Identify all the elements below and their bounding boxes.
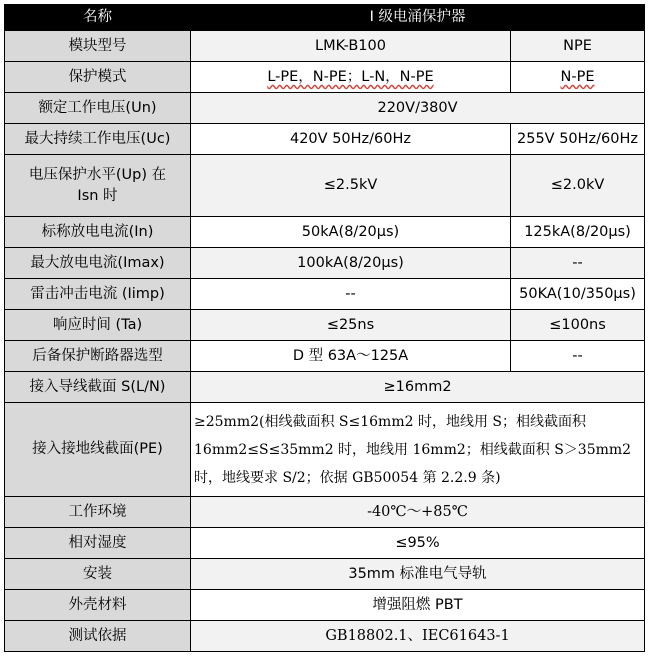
value-col2: 255V 50Hz/60Hz (511, 124, 645, 155)
row-model (5, 31, 645, 62)
row-label: 雷击冲击电流 (Iimp) (5, 279, 191, 310)
row-un (5, 93, 645, 124)
value-col1: -- (191, 279, 511, 310)
row-humidity (5, 528, 645, 559)
value-col1: L-PE，N-PE；L-N，N-PE (191, 62, 511, 93)
row-label: 工作环境 (5, 497, 191, 528)
value-col2: NPE (511, 31, 645, 62)
value-col2: ≤2.0kV (511, 155, 645, 217)
header-row (5, 5, 645, 31)
value-col2: ≤100ns (511, 310, 645, 341)
value-col1: D 型 63A～125A (191, 341, 511, 372)
value-merged: 220V/380V (191, 93, 645, 124)
spec-table (4, 4, 645, 652)
value-merged: ≥16mm2 (191, 372, 645, 403)
name-label: 名称 (5, 5, 191, 31)
row-imax (5, 248, 645, 279)
row-housing (5, 590, 645, 621)
row-install (5, 559, 645, 590)
row-s-pe (5, 403, 645, 497)
row-label: 额定工作电压(Un) (5, 93, 191, 124)
row-label: 测试依据 (5, 621, 191, 652)
row-label: 最大放电电流(Imax) (5, 248, 191, 279)
value-merged: ≤95% (191, 528, 645, 559)
row-label: 后备保护断路器选型 (5, 341, 191, 372)
value-col1: 420V 50Hz/60Hz (191, 124, 511, 155)
value-merged: -40℃～+85℃ (191, 497, 645, 528)
value-col2: -- (511, 248, 645, 279)
row-label: 最大持续工作电压(Uc) (5, 124, 191, 155)
value-col2: 125kA(8/20μs) (511, 217, 645, 248)
row-label: 相对湿度 (5, 528, 191, 559)
row-uc (5, 124, 645, 155)
value-merged: ≥25mm2(相线截面积 S≤16mm2 时，地线用 S；相线截面积 16mm2≤S≤35mm2 时，地线用 16mm2；相线截面积 S＞35mm2 时，地线要求 S/2；依据 GB50054 第 2.2.9 条) (191, 403, 645, 497)
value-col1: ≤25ns (191, 310, 511, 341)
value-col1: ≤2.5kV (191, 155, 511, 217)
row-label: 标称放电电流(In) (5, 217, 191, 248)
value-col2: N-PE (511, 62, 645, 93)
value-col1: 50kA(8/20μs) (191, 217, 511, 248)
value-merged: GB18802.1、IEC61643-1 (191, 621, 645, 652)
value-col2: -- (511, 341, 645, 372)
row-label-line1: 电压保护水平(Up) 在 (28, 167, 167, 184)
row-label (5, 155, 191, 217)
row-label-line2: Isn 时 (77, 187, 118, 204)
row-ta (5, 310, 645, 341)
value-merged: 增强阻燃 PBT (191, 590, 645, 621)
row-mode (5, 62, 645, 93)
row-up (5, 155, 645, 217)
row-standard (5, 621, 645, 652)
row-iimp (5, 279, 645, 310)
row-label: 安装 (5, 559, 191, 590)
value-merged: 35mm 标准电气导轨 (191, 559, 645, 590)
row-breaker (5, 341, 645, 372)
row-label: 外壳材料 (5, 590, 191, 621)
row-label: 接入接地线截面(PE) (5, 403, 191, 497)
row-label: 接入导线截面 S(L/N) (5, 372, 191, 403)
value-col2: 50KA(10/350μs) (511, 279, 645, 310)
value-col1: 100kA(8/20μs) (191, 248, 511, 279)
row-label: 响应时间 (Ta) (5, 310, 191, 341)
row-label: 模块型号 (5, 31, 191, 62)
row-env (5, 497, 645, 528)
value-col1: LMK-B100 (191, 31, 511, 62)
row-label: 保护模式 (5, 62, 191, 93)
row-s-ln (5, 372, 645, 403)
product-name: I 级电涌保护器 (191, 5, 645, 31)
row-in (5, 217, 645, 248)
